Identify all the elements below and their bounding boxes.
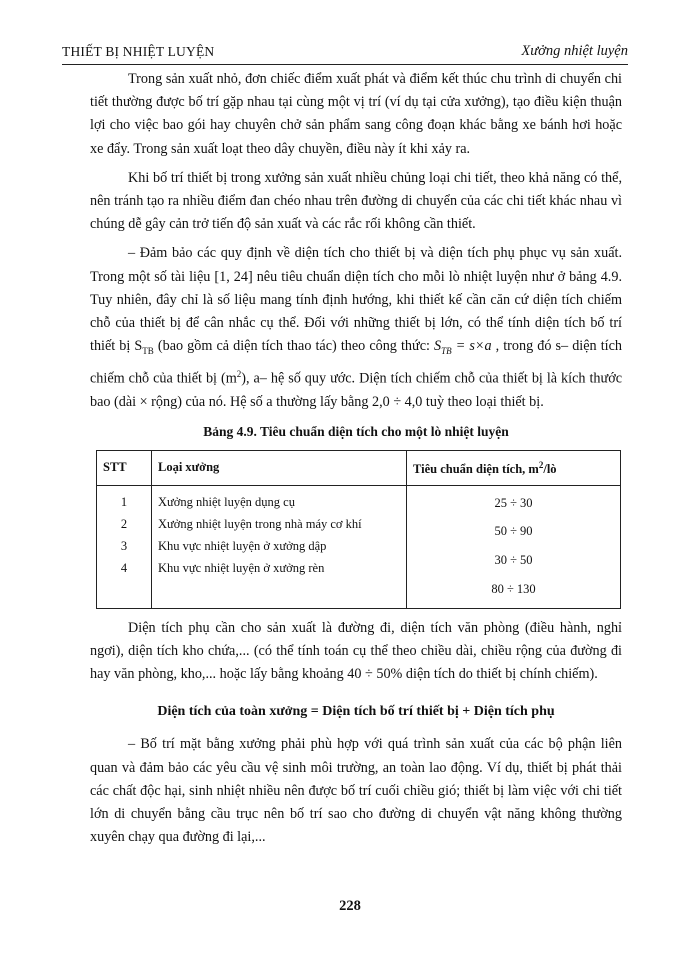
header-workshop-type: Loại xưởng [152,451,407,485]
type-cell: Khu vực nhiệt luyện ở xưởng dập [158,538,327,553]
paragraph-1: Trong sản xuất nhỏ, đơn chiếc điểm xuất phát và điểm kết thúc chu trình di chuyển chi tiết thường được bố trí gặp nhau tại cùng một vị trí (ví dụ tại cửa xưởng), tạo điều kiện thuận lợi cho việc bao gói hay chuyên chở sản phẩm sang công đoạn khác bằng xe bánh hơi hoặc xe đẩy. Trong sản xuất loạt theo dây chuyền, điều này ít khi xảy ra. [90,71,622,157]
table-body-row [97,485,621,608]
stt-cell: 1 [120,494,128,509]
stt-column [97,485,152,608]
formula-subscript: TB [441,346,452,357]
paragraph-4: Diện tích phụ cần cho sản xuất là đường đi, diện tích văn phòng (điều hành, nghỉ ngơi), diện tích kho chứa,... (có thể tính toán cụ thể theo chiều dài, chiều rộng của đường đi hay văn phòng, kho,... hoặc lấy bằng khoảng 40 ÷ 50% diện tích do thiết bị chính chiếm). [90,619,622,682]
running-header [62,40,628,65]
header-area-text: Tiêu chuẩn diện tích, m [413,462,539,477]
paragraph-3-text-d: ), a– hệ số quy ước. Diện tích chiếm chỗ của thiết bị là kích thước bao (dài × rộng) của nó. Hệ số a thường lấy bằng 2,0 ÷ 4,0 tuỳ theo loại thiết bị. [90,371,622,411]
page-number: 228 [339,898,361,914]
formula-rest: = s×a [451,338,492,355]
paragraph-3-subscript: TB [142,346,154,357]
header-area-standard [407,451,621,485]
value-cell: 30 ÷ 50 [494,552,533,567]
value-cell: 50 ÷ 90 [494,523,533,538]
paragraph-3-text-c: , trong đó s– diện tích chiếm chỗ của thiết bị (m [90,338,622,387]
paragraph-3 [90,242,622,414]
header-area-unit: /lò [543,462,557,477]
paragraph-3-text-b: (bao gồm cả diện tích thao tác) theo công thức: [153,338,435,355]
value-cell: 80 ÷ 130 [491,581,536,596]
type-cell: Xưởng nhiệt luyện trong nhà máy cơ khí [158,516,362,531]
type-column [152,485,407,608]
paragraph-3-superscript: 2 [236,369,242,380]
type-cell: Khu vực nhiệt luyện ở xưởng rèn [158,560,325,575]
paragraph-2: Khi bố trí thiết bị trong xưởng sản xuất nhiều chủng loại chi tiết, theo khả năng có thể, nên tránh tạo ra nhiều điểm đan chéo nhau trên đường di chuyển của các chi tiết khác nhau vì chúng dễ gây cản trở tiến độ sản xuất và các rắc rối không cần thiết. [90,169,622,233]
area-equation: Diện tích của toàn xưởng = Diện tích bố trí thiết bị + Diện tích phụ [157,704,555,720]
table-header-row [97,451,621,485]
header-stt: STT [97,451,152,485]
header-area-sup: 2 [538,460,544,471]
value-cell: 25 ÷ 30 [494,495,533,510]
area-standards-table [96,450,621,608]
stt-cell: 3 [120,538,128,553]
type-cell: Xưởng nhiệt luyện dụng cụ [158,494,295,509]
page-body [90,68,622,855]
stt-cell: 2 [120,516,128,531]
table-caption: Bảng 4.9. Tiêu chuẩn diện tích cho một lò nhiệt luyện [203,424,509,440]
stt-cell: 4 [120,560,128,575]
formula-symbol: S [434,338,442,355]
paragraph-5: – Bố trí mặt bằng xưởng phải phù hợp với quá trình sản xuất của các bộ phận liên quan và đảm bảo các yêu cầu vệ sinh môi trường, an toàn lao động. Ví dụ, thiết bị phát thải các chất độc hại, sinh nhiệt nhiều nên được bố trí cuối chiều gió; thiết bị làm việc với chi tiết lớn di chuyển bằng cầu trục nên bố trí sao cho đường di chuyển vật năng không thường xuyên chạy qua đường đi lại,... [90,736,622,846]
paragraph-3-text-a: – Đảm bảo các quy định về diện tích cho thiết bị và diện tích phụ phục vụ sản xuất. Trong một số tài liệu [1, 24] nêu tiêu chuẩn diện tích cho mỗi lò nhiệt luyện như ở bảng 4.9. Tuy nhiên, đây chỉ là số liệu mang tính định hướng, khi thiết kế cần căn cứ diện tích chiếm chỗ của thiết bị để cân nhắc cụ thể. Đối với những thiết bị lớn, có thể tính diện tích bố trí thiết bị S [90,245,622,355]
area-formula [434,338,492,357]
value-column [407,485,621,608]
chapter-title: Xưởng nhiệt luyện [521,43,628,59]
book-title: THIẾT BỊ NHIỆT LUYỆN [62,44,215,59]
